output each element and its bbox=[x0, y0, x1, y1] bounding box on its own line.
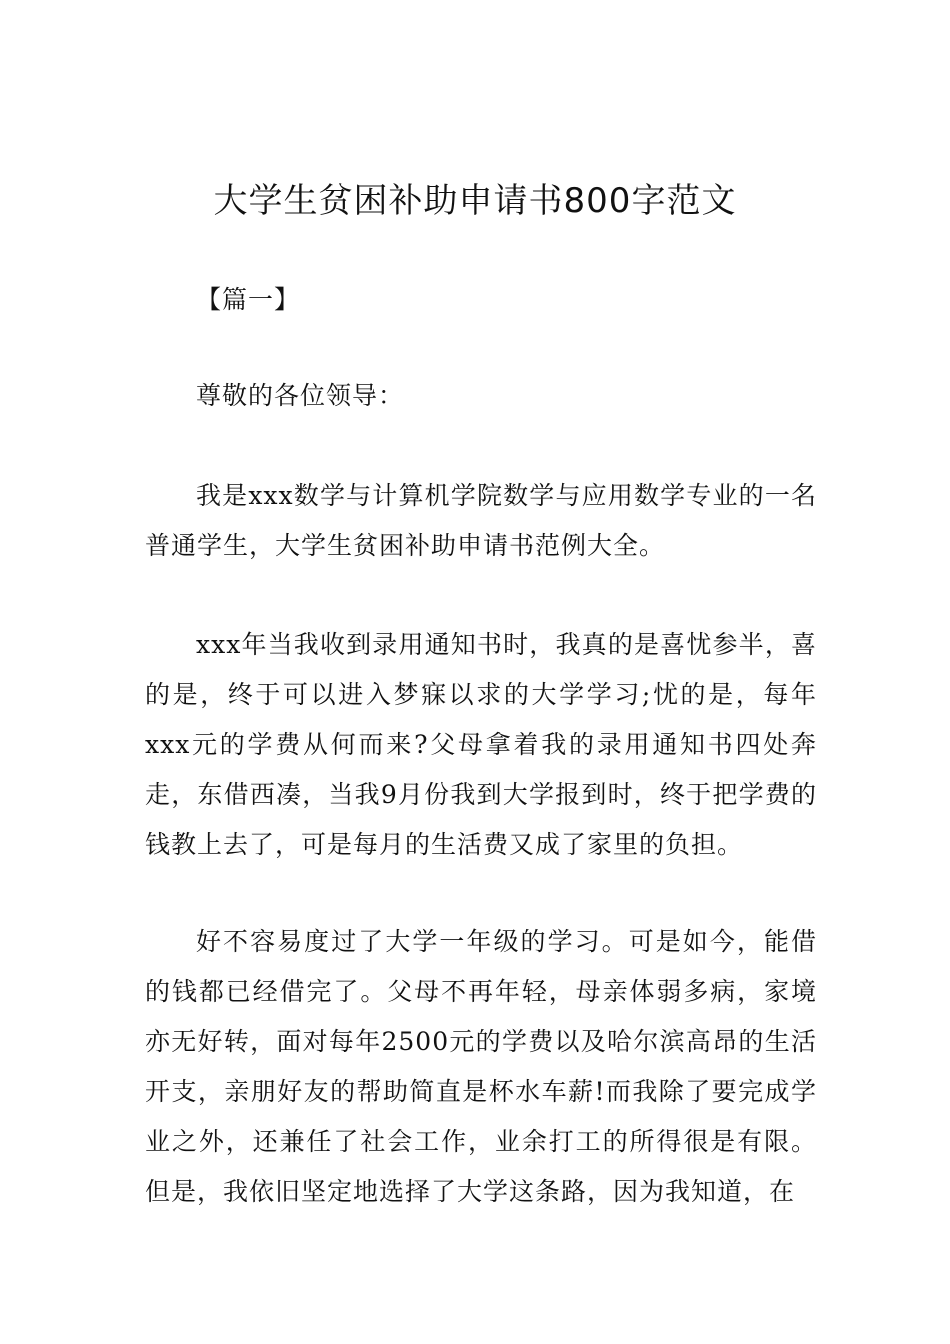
section-label: 【篇一】 bbox=[196, 285, 301, 314]
paragraph: xxx年当我收到录用通知书时，我真的是喜忧参半，喜的是，终于可以进入梦寐以求的大学学习;忧的是，每年xxx元的学费从何而来?父母拿着我的录用通知书四处奔走，东借西凑，当我9月份我到大学报到时，终于把学费的钱教上去了，可是每月的生活费又成了家里的负担。 bbox=[145, 630, 817, 859]
greeting-line: 尊敬的各位领导： bbox=[196, 381, 405, 410]
paragraph: 好不容易度过了大学一年级的学习。可是如今，能借的钱都已经借完了。父母不再年轻，母亲体弱多病，家境亦无好转，面对每年2500元的学费以及哈尔滨高昂的生活开支，亲朋好友的帮助简直是杯水车薪!而我除了要完成学业之外，还兼任了社会工作，业余打工的所得很是有限。但是，我依旧坚定地选择了大学这条路，因为我知道，在 bbox=[145, 927, 817, 1206]
document-title: 大学生贫困补助申请书800字范文 bbox=[213, 181, 737, 221]
paragraph: 我是xxx数学与计算机学院数学与应用数学专业的一名普通学生，大学生贫困补助申请书范例大全。 bbox=[145, 481, 817, 560]
